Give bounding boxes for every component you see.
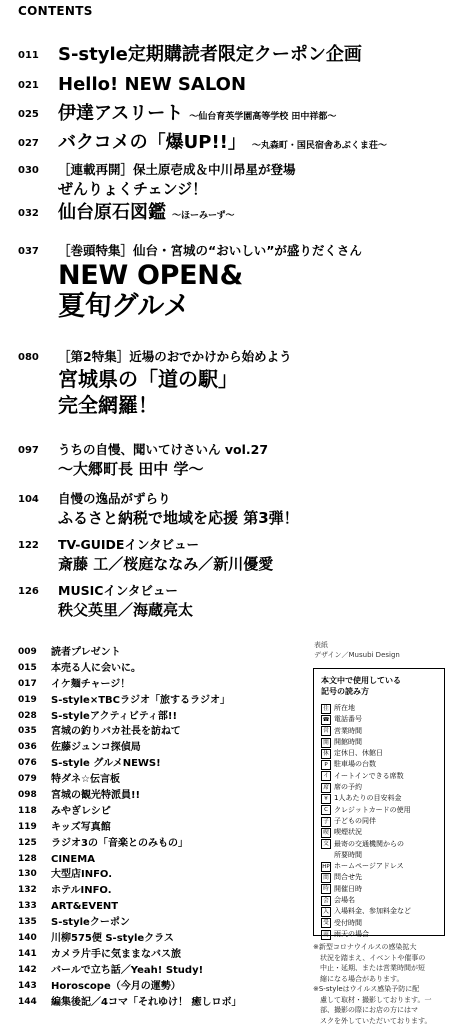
legend-label: 受付時間 (334, 918, 362, 929)
legend-label: イートインできる席数 (334, 771, 404, 782)
page-number: 135 (18, 915, 37, 931)
note-line: スクを外していただいております。 (313, 1016, 448, 1026)
entry-title-line2: 完全網羅！ (58, 392, 448, 418)
list-item[interactable] (18, 740, 318, 756)
page-number: 144 (18, 995, 37, 1011)
item-title: 読者プレゼント (51, 645, 121, 661)
legend-item (321, 782, 437, 793)
legend-item (321, 895, 437, 906)
list-item[interactable] (18, 852, 318, 868)
legend-label: 電話番号 (334, 714, 362, 725)
legend-label: 入場料金、参加料金など (334, 906, 411, 917)
page-number: 025 (18, 109, 39, 120)
list-item[interactable] (18, 693, 318, 709)
page-number: 098 (18, 788, 37, 804)
item-title: S-styleアクティビティ部!! (51, 709, 177, 725)
address-icon: 住 (321, 704, 331, 714)
entry-title: 宮城県の「道の駅」 (58, 366, 448, 392)
opening-hours-icon: 開 (321, 738, 331, 748)
rain-icon: 雨 (321, 930, 331, 940)
page-number: 017 (18, 677, 37, 693)
page-number: 118 (18, 804, 37, 820)
entry-kicker: うちの自慢、聞いてけさいん vol.27 (58, 441, 448, 459)
page-number: 037 (18, 246, 39, 257)
list-item[interactable] (18, 836, 318, 852)
item-title: キッズ写真館 (51, 820, 111, 836)
list-item[interactable] (18, 756, 318, 772)
credit-design: デザイン／Musubi Design (314, 650, 400, 660)
legend-label: 子どもの同伴 (334, 816, 376, 827)
list-item[interactable] (18, 661, 318, 677)
page-number: 027 (18, 138, 39, 149)
page-number: 009 (18, 645, 37, 661)
legend-item (321, 827, 437, 838)
legend-item (321, 793, 437, 804)
legend-item (321, 748, 437, 759)
page-number: 080 (18, 352, 39, 363)
legend-label: 会場名 (334, 895, 355, 906)
list-item[interactable] (18, 931, 318, 947)
list-item[interactable] (18, 883, 318, 899)
item-title: 特ダネ☆伝言板 (51, 772, 120, 788)
legend-label: 席の予約 (334, 782, 362, 793)
entry-title: 斎藤 工／桜庭ななみ／新川優愛 (58, 554, 448, 574)
note-line: 中止・延期、または営業時間が短 (313, 963, 448, 974)
inquiry-icon: 問 (321, 873, 331, 883)
page-number: 076 (18, 756, 37, 772)
entry-title: 秩父英里／海蔵亮太 (58, 600, 448, 620)
item-title: 編集後記／4コマ「それゆけ！ 癒しロボ」 (51, 995, 241, 1011)
page-number: 140 (18, 931, 37, 947)
entry-title: 仙台原石図鑑 (58, 202, 166, 223)
transit-icon: 交 (321, 839, 331, 849)
item-title: バールで立ち話／Yeah! Study! (51, 963, 203, 979)
entry-title: Hello! NEW SALON (58, 74, 448, 96)
cover-credit (314, 640, 400, 660)
entry-subtitle: ～仙台育英学園高等学校 田中祥都～ (189, 112, 336, 122)
legend-item (321, 771, 437, 782)
page-number: 142 (18, 963, 37, 979)
parking-icon: P (321, 760, 331, 770)
venue-icon: 会 (321, 896, 331, 906)
page-number: 125 (18, 836, 37, 852)
page-number: 032 (18, 208, 39, 219)
legend-item (321, 737, 437, 748)
closed-days-icon: 休 (321, 749, 331, 759)
legend-label: 開館時間 (334, 737, 362, 748)
credit-label: 表紙 (314, 640, 400, 650)
page-number: 021 (18, 80, 39, 91)
phone-icon: ☎ (321, 715, 331, 725)
entry-title: ～大郷町長 田中 学～ (58, 459, 448, 479)
page-number: 035 (18, 724, 37, 740)
entry-kicker: ［第2特集］近場のおでかけから始めよう (58, 348, 448, 366)
item-title: 大型店INFO. (51, 867, 112, 883)
entry-title: S-style定期購読者限定クーポン企画 (58, 44, 448, 66)
page-number: 122 (18, 540, 39, 551)
legend-label: 問合せ先 (334, 872, 362, 883)
legend-item (321, 884, 437, 895)
legend-item (321, 714, 437, 725)
legend-item (321, 816, 437, 827)
legend-item (321, 906, 437, 917)
item-title: 宮城の釣りバカ社長を訪ねて (51, 724, 181, 740)
legend-label: 雨天の場合 (334, 929, 369, 940)
list-item[interactable] (18, 979, 318, 995)
entry-title: バクコメの「爆UP!!」 (58, 132, 246, 153)
list-item[interactable] (18, 677, 318, 693)
page-number: 130 (18, 867, 37, 883)
legend-label: 最寄の交通機関からの (334, 839, 404, 850)
event-datetime-icon: 時 (321, 884, 331, 894)
item-title: カメラ片手に気ままなバス旅 (51, 947, 181, 963)
page-number: 015 (18, 661, 37, 677)
page-number: 128 (18, 852, 37, 868)
list-item[interactable] (18, 899, 318, 915)
legend-item (321, 861, 437, 872)
eat-in-icon: イ (321, 771, 331, 781)
entry-title: 伊達アスリート (58, 103, 183, 124)
legend-item (321, 929, 437, 940)
legend-label: 所要時間 (334, 850, 362, 861)
smoking-icon: 喫 (321, 828, 331, 838)
list-item[interactable] (18, 788, 318, 804)
page-number: 133 (18, 899, 37, 915)
page-number: 126 (18, 586, 39, 597)
item-title: 川柳575便 S-styleクラス (51, 931, 174, 947)
page-number: 019 (18, 693, 37, 709)
entry-title: ふるさと納税で地域を応援 第3弾！ (58, 508, 448, 528)
blank-icon (321, 851, 331, 861)
item-title: S-style×TBCラジオ「旅するラジオ」 (51, 693, 230, 709)
item-title: ART&EVENT (51, 899, 118, 915)
symbol-legend-box (313, 668, 445, 936)
entry-title: ぜんりょくチェンジ！ (58, 179, 448, 199)
admission-icon: 入 (321, 907, 331, 917)
note-line: 慮して取材・撮影しております。一 (313, 995, 448, 1006)
list-item[interactable] (18, 724, 318, 740)
page-number: 028 (18, 709, 37, 725)
list-item[interactable] (18, 709, 318, 725)
note-line: ※S-styleはウイルス感染予防に配 (313, 984, 448, 995)
list-item[interactable] (18, 772, 318, 788)
children-icon: 子 (321, 817, 331, 827)
list-item[interactable] (18, 645, 318, 661)
legend-label: 駐車場の台数 (334, 759, 376, 770)
entry-subtitle: ～丸森町・国民宿舎あぶくま荘～ (252, 141, 387, 151)
note-line: ※新型コロナウイルスの感染拡大 (313, 942, 448, 953)
page-number: 097 (18, 445, 39, 456)
reservation-icon: 席 (321, 783, 331, 793)
note-line: 縮になる場合があります。 (313, 974, 448, 985)
note-line: 部、撮影の際にお店の方にはマ (313, 1005, 448, 1016)
legend-label: 喫煙状況 (334, 827, 362, 838)
list-item[interactable] (18, 915, 318, 931)
list-item[interactable] (18, 820, 318, 836)
legend-label: 所在地 (334, 703, 355, 714)
homepage-icon: HP (321, 862, 331, 872)
business-hours-icon: 営 (321, 726, 331, 736)
page-number: 119 (18, 820, 37, 836)
legend-title (321, 675, 437, 697)
contents-heading: CONTENTS (18, 4, 93, 18)
note-line: 状況を踏まえ、イベントや催事の (313, 953, 448, 964)
entry-kicker: ［連載再開］保土原壱成＆中川昂星が登場 (58, 161, 448, 179)
legend-item (321, 759, 437, 770)
entry-kicker: ［巻頭特集］仙台・宮城の“おいしい”が盛りだくさん (58, 242, 448, 260)
page-number: 141 (18, 947, 37, 963)
reception-hours-icon: 受 (321, 918, 331, 928)
page-number: 079 (18, 772, 37, 788)
list-item[interactable] (18, 947, 318, 963)
legend-item (321, 726, 437, 737)
item-title: イケ麺チャージ！ (51, 677, 130, 693)
regular-columns-list (18, 645, 318, 1010)
entry-kicker: TV-GUIDEインタビュー (58, 536, 448, 554)
item-title: CINEMA (51, 852, 95, 868)
entry-title-line2: 夏旬グルメ (58, 291, 448, 322)
item-title: 宮城の観光特派員!! (51, 788, 140, 804)
legend-title-line1: 本文中で使用している (321, 675, 437, 686)
legend-label: 1人あたりの目安料金 (334, 793, 401, 804)
list-item[interactable] (18, 995, 318, 1011)
entry-subtitle: ～ほーみーず～ (172, 211, 235, 221)
entry-kicker: 自慢の逸品がずらり (58, 490, 448, 508)
page-number: 104 (18, 494, 39, 505)
item-title: みやぎレシピ (51, 804, 111, 820)
credit-card-icon: C (321, 805, 331, 815)
page-number: 036 (18, 740, 37, 756)
price-icon: ¥ (321, 794, 331, 804)
legend-item (321, 839, 437, 850)
legend-label: 開催日時 (334, 884, 362, 895)
legend-title-line2: 記号の読み方 (321, 686, 437, 697)
page-number: 030 (18, 165, 39, 176)
list-item[interactable] (18, 963, 318, 979)
legend-item (321, 918, 437, 929)
page-number: 011 (18, 50, 39, 61)
legend-label: 営業時間 (334, 726, 362, 737)
entry-kicker: MUSICインタビュー (58, 582, 448, 600)
notice-notes (313, 942, 448, 1026)
legend-label: 定休日、休館日 (334, 748, 383, 759)
legend-item (321, 805, 437, 816)
item-title: ラジオ3の「音楽とのみもの」 (51, 836, 188, 852)
list-item[interactable] (18, 804, 318, 820)
legend-label: クレジットカードの使用 (334, 805, 411, 816)
legend-item (321, 872, 437, 883)
page-number: 143 (18, 979, 37, 995)
page-number: 132 (18, 883, 37, 899)
item-title: S-style グルメNEWS! (51, 756, 161, 772)
item-title: Horoscope（今月の運勢） (51, 979, 181, 995)
item-title: 本売る人に会いに。 (51, 661, 141, 677)
entry-title: NEW OPEN& (58, 260, 448, 291)
item-title: S-styleクーポン (51, 915, 130, 931)
legend-item-continued (321, 850, 437, 861)
item-title: 佐藤ジュンコ探偵局 (51, 740, 141, 756)
item-title: ホテルINFO. (51, 883, 112, 899)
legend-label: ホームページアドレス (334, 861, 404, 872)
list-item[interactable] (18, 867, 318, 883)
legend-item (321, 703, 437, 714)
